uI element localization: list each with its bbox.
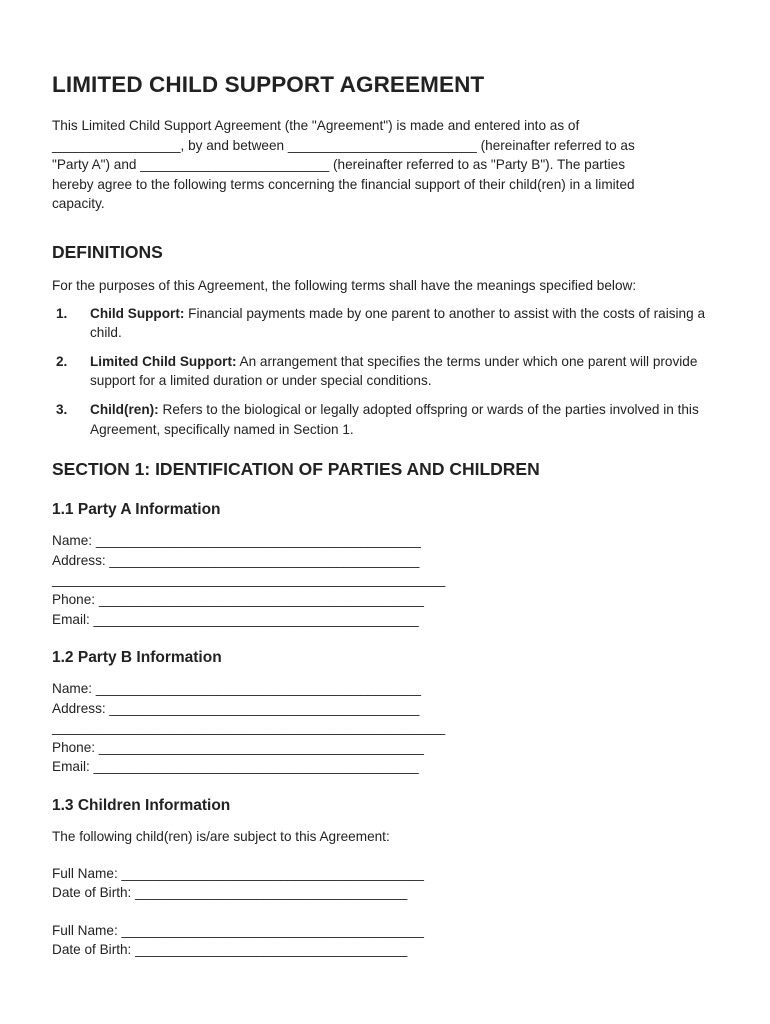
- definition-item: [52, 352, 722, 391]
- party-b-name-field[interactable]: Name: ___________________________________________: [52, 681, 421, 697]
- party-a-phone-field[interactable]: Phone: ___________________________________________: [52, 591, 424, 607]
- party-a-address-line2-field[interactable]: ____________________________________________________: [52, 572, 446, 588]
- party-b-fields: [52, 679, 722, 777]
- child-2-full-name-field[interactable]: Full Name: ________________________________________: [52, 922, 424, 938]
- definition-text: Financial payments made by one parent to another to assist with the costs of raising a child.: [90, 305, 706, 341]
- definition-body: [90, 352, 722, 391]
- definition-number: 3.: [56, 401, 68, 417]
- party-a-email-field[interactable]: Email: ___________________________________________: [52, 611, 419, 627]
- party-b-address-line2-field[interactable]: ____________________________________________________: [52, 720, 446, 736]
- children-heading: 1.3 Children Information: [52, 797, 231, 815]
- definition-term: Limited Child Support:: [90, 353, 237, 369]
- document-title: LIMITED CHILD SUPPORT AGREEMENT: [52, 72, 485, 97]
- definition-term: Child Support:: [90, 305, 185, 321]
- definition-text: Refers to the biological or legally adopted offspring or wards of the parties involved in this Agreement, specifically named in Section 1.: [90, 401, 699, 437]
- definitions-lead: For the purposes of this Agreement, the following terms shall have the meanings specified below:: [52, 277, 637, 293]
- child-1-dob-field[interactable]: Date of Birth: ____________________________________: [52, 885, 408, 901]
- definition-text: An arrangement that specifies the terms under which one parent will provide support for a limited duration or under special conditions.: [90, 353, 698, 389]
- definition-number: 2.: [56, 353, 68, 369]
- child-2-fields: [52, 921, 722, 960]
- definition-number: 1.: [56, 305, 68, 321]
- definition-term: Child(ren):: [90, 401, 159, 417]
- definition-body: [90, 304, 722, 343]
- child-1-fields: [52, 864, 722, 903]
- party-a-name-field[interactable]: Name: ___________________________________________: [52, 533, 421, 549]
- party-a-address-field[interactable]: Address: _________________________________________: [52, 552, 420, 568]
- party-a-fields: [52, 531, 722, 629]
- party-a-heading: 1.1 Party A Information: [52, 501, 221, 519]
- children-lead: The following child(ren) is/are subject to this Agreement:: [52, 829, 390, 845]
- party-b-email-field[interactable]: Email: ___________________________________________: [52, 759, 419, 775]
- definition-item: [52, 400, 722, 439]
- party-b-address-field[interactable]: Address: _________________________________________: [52, 700, 420, 716]
- definition-body: [90, 400, 722, 439]
- child-2-dob-field[interactable]: Date of Birth: ____________________________________: [52, 942, 408, 958]
- party-b-phone-field[interactable]: Phone: ___________________________________________: [52, 739, 424, 755]
- definitions-list: [52, 304, 722, 440]
- document-page: [52, 70, 722, 978]
- definitions-heading: DEFINITIONS: [52, 241, 163, 262]
- party-b-heading: 1.2 Party B Information: [52, 649, 222, 667]
- intro-paragraph: This Limited Child Support Agreement (the "Agreement") is made and entered into as of _________________, by and between _________________________ (hereinafter referred to as "Party A") and _________________________ (hereinafter referred to as "Party B"). The parties hereby agree to the following terms concerning the financial support of their child(ren) in a limited capacity.: [52, 118, 635, 212]
- definition-item: [52, 304, 722, 343]
- section1-heading: SECTION 1: IDENTIFICATION OF PARTIES AND CHILDREN: [52, 459, 540, 480]
- child-1-full-name-field[interactable]: Full Name: ________________________________________: [52, 865, 424, 881]
